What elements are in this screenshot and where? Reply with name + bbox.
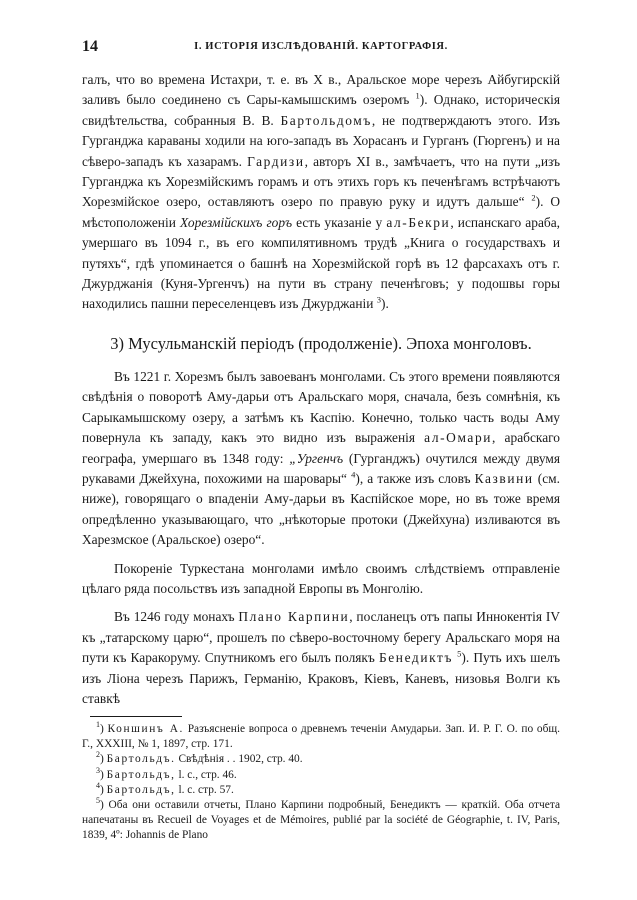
footnote-ref: 1 xyxy=(415,90,420,101)
text-span: , не подтверждаютъ этого. Изъ Гурганджа караваны ходили на юго-западъ въ Хорасанъ и Гурганъ (Гюргенъ) и на сѣверо-западъ къ хазарамъ. xyxy=(82,112,560,169)
text-span: , арабскаго географа, умершаго въ 1348 году: xyxy=(82,430,560,466)
footnotes xyxy=(82,722,560,844)
text-span: , авторъ XI в., замѣчаетъ, что на пути „изъ Гурганджа къ Хорезмійскимъ горамъ и отъ этихъ горъ къ печенѣгамъ встрѣчаютъ Хорезмійское озеро, оставляютъ озеро по правую руку и идутъ дальше“ xyxy=(82,153,560,210)
text-span: ). xyxy=(380,296,389,312)
text-span: ), а также изъ словъ xyxy=(355,470,475,486)
author-name: ал-Бекри xyxy=(386,214,451,230)
italic-phrase: Хорезмійскихъ горъ xyxy=(179,214,293,230)
footnote-rule xyxy=(90,716,182,717)
author-name: Гардизи xyxy=(247,153,305,169)
footnote-author: Коншинъ А. xyxy=(107,723,184,735)
page-number: 14 xyxy=(82,38,98,55)
section-heading: 3) Мусульманскій періодъ (продолженіе). Эпоха монголовъ. xyxy=(110,333,532,353)
italic-phrase: „Ургенчъ xyxy=(289,450,344,466)
page-header xyxy=(82,38,560,58)
footnote-5 xyxy=(82,798,560,844)
text-span: ). Однако, историческія свидѣтельства, собранныя В. В. xyxy=(82,92,560,128)
text-span: Въ 1246 году монахъ xyxy=(114,609,239,625)
author-name: Казвини xyxy=(474,470,534,486)
footnote-number: 1 xyxy=(96,720,100,730)
footnote-number: 2 xyxy=(96,750,100,760)
author-name: Бенедиктъ xyxy=(378,650,454,666)
text-span: есть указаніе у xyxy=(292,214,387,230)
text-span: Въ 1221 г. Хорезмъ былъ завоеванъ монголами. Съ этого времени появляются свѣдѣнія о поворотѣ Аму-дарьи отъ Аральскаго моря, сначала, безъ сомнѣнія, къ Сарыкамышскому озеру, а затѣмъ къ Каспію. Конечно, только часть воды Аму повернула къ западу, какъ это видно изъ выраженія xyxy=(82,368,560,446)
text-span: (Гурганджъ) очутился между двумя рукавами Джейхуна, похожими на шаровары“ xyxy=(82,450,561,486)
footnote-3: $^3$) Бартольдъ, l. c., стр. 46. xyxy=(96,765,237,781)
footnote-2: $^2$) Бартольдъ. Свѣдѣнія . . 1902, стр. 40. xyxy=(96,750,303,766)
text-span: (см. ниже), говорящаго о впаденіи Аму-дарьи въ Каспійское море, но въ тоже время опредѣленно указывающаго, что „нѣкоторые протоки (Джейхуна) изливаются въ Харезмское (Аральское) озеро“. xyxy=(82,470,560,548)
paragraph-2 xyxy=(82,367,560,551)
footnote-4: $^4$) Бартольдъ, l. c. стр. 57. xyxy=(96,781,234,796)
body-text xyxy=(82,70,560,709)
footnote-text: Разъясненіе вопроса о древнемъ теченіи Амударьи. Зап. И. Р. Г. О. по общ. Г., XXXIII, № 1, 1897, стр. 171. xyxy=(82,723,560,751)
footnote-number: 3 xyxy=(96,765,100,775)
text-span: галъ, что во времена Истахри, т. е. въ X в., Аральское море черезъ Айбугирскій заливъ было соединено съ Сары-камышскимъ озеромъ xyxy=(82,72,560,108)
text-span: ). Путь ихъ шелъ изъ Ліона черезъ Парижъ, Германію, Краковъ, Кіевъ, Каневъ, низовья Волги къ ставкѣ xyxy=(82,650,561,706)
footnote-author: Бартольдъ. xyxy=(106,753,176,766)
footnote-number: 5 xyxy=(96,796,100,806)
running-head: I. ИСТОРІЯ ИЗСЛѢДОВАНІЙ. КАРТОГРАФІЯ. xyxy=(194,41,448,52)
footnote-author: Бартольдъ, xyxy=(106,768,176,781)
footnote-author: Бартольдъ, xyxy=(106,783,176,796)
footnote-ref: 5 xyxy=(457,648,462,659)
footnote-ref: 3 xyxy=(376,295,381,305)
author-name: Плано Карпини xyxy=(238,609,350,625)
paragraph-1 xyxy=(82,70,560,315)
paragraph-3: Покореніе Туркестана монголами имѣло своимъ слѣдствіемъ отправленіе цѣлаго ряда посольствъ изъ западной Европы въ Монголію. xyxy=(82,560,560,596)
author-name: ал-Омари xyxy=(424,430,493,446)
footnote-ref: 2 xyxy=(531,192,536,203)
footnote-text: Свѣдѣнія . . 1902, стр. 40. xyxy=(175,753,303,766)
author-name: Бартольдомъ xyxy=(280,112,372,128)
footnote-1: $^1$) Коншинъ А. Разъясненіе вопроса о древнемъ теченіи Амударьи. Зап. И. Р. Г. О. по общ. Г., XXXIII, № 1, 1897, стр. 171. xyxy=(82,720,560,751)
text-span: ). О мѣстоположеніи xyxy=(82,194,560,230)
footnote-text: l. c., стр. 46. xyxy=(175,768,237,781)
footnote-number: 4 xyxy=(96,781,100,791)
footnote-text: ) Оба они оставили отчеты, Плано Карпини подробный, Бенедиктъ — краткій. Оба отчета напечатаны въ Recueil de Voyages et de Mémoires, publié par la société de Géographie, t. IV, Paris, 1839, 4º: Johannis de Plano xyxy=(82,799,560,842)
text-span: , посланецъ отъ папы Иннокентія IV къ „татарскому царю“, прошелъ по сѣверо-восточному берегу Аральскаго моря на пути къ Каракоруму. Спутникомъ его былъ полякъ xyxy=(82,609,560,666)
footnote-ref: 4 xyxy=(351,469,356,480)
text-span: , испанскаго араба, умершаго въ 1094 г., въ его компилятивномъ трудѣ „Книга о государствахъ и путяхъ“, гдѣ упоминается о башнѣ на Хорезмійской горѣ въ 12 фарсахахъ отъ г. Джурджанія (Куня-Ургенчъ) на пути въ страну печенѣговъ; у подошвы горы находились пашни переселенцевъ изъ Джурджаніи xyxy=(82,214,560,312)
paragraph-4 xyxy=(82,607,560,709)
footnote-text: l. c. стр. 57. xyxy=(175,783,234,796)
